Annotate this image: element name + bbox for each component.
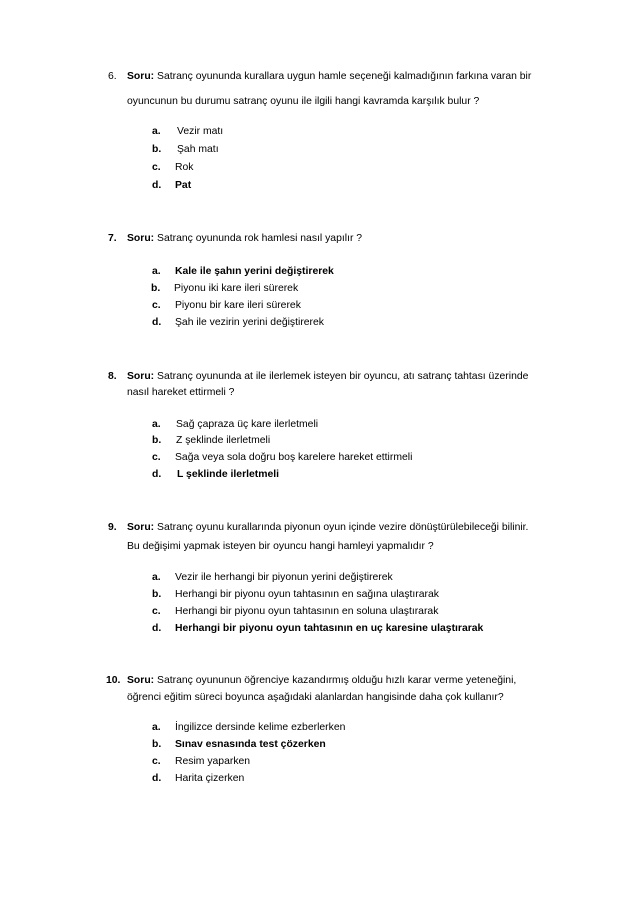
option-text: Piyonu bir kare ileri sürerek (175, 300, 301, 311)
question-8-line-1 (127, 370, 528, 383)
option-letter: a. (152, 722, 161, 733)
question-9-option-a (152, 571, 393, 584)
option-letter: b. (152, 144, 162, 155)
soru-label: Soru: (127, 71, 155, 82)
option-letter: d. (152, 773, 162, 784)
option-text: Pat (175, 180, 192, 191)
option-text: Vezir matı (177, 126, 224, 137)
option-text: Rok (175, 162, 194, 173)
question-7-option-b (151, 282, 298, 295)
soru-label: Soru: (127, 233, 155, 244)
question-8-number: 8. (108, 371, 117, 382)
question-10-line-1 (127, 674, 516, 687)
option-text: Resim yaparken (175, 756, 251, 767)
question-6-option-d (152, 179, 191, 192)
option-text: Şah matı (177, 144, 219, 155)
question-6-line-1 (127, 70, 531, 83)
option-text: Vezir ile herhangi bir piyonun yerini değiştirerek (175, 572, 393, 583)
question-7-option-a (152, 265, 334, 278)
question-7-line-1 (127, 232, 362, 245)
question-8-line-2: nasıl hareket ettirmeli ? (127, 387, 235, 398)
option-letter: a. (152, 266, 161, 277)
question-9-number: 9. (108, 522, 117, 533)
option-letter: d. (152, 623, 162, 634)
question-10-option-a (152, 721, 345, 734)
question-10-line-2: öğrenci eğitim süreci boyunca aşağıdaki alanlardan hangisinde daha çok kullanır? (127, 692, 504, 703)
option-letter: c. (152, 452, 161, 463)
question-8-option-c (152, 451, 412, 464)
question-6-line-2: oyuncunun bu durumu satranç oyunu ile ilgili hangi kavramda karşılık bulur ? (127, 96, 480, 107)
question-text: Satranç oyununun öğrenciye kazandırmış olduğu hızlı karar verme yeteneğini, (157, 675, 517, 686)
question-6-number: 6. (108, 71, 117, 82)
option-text: Herhangi bir piyonu oyun tahtasının en uç karesine ulaştırarak (175, 623, 484, 634)
question-10-option-b (152, 738, 326, 751)
question-6-option-c (152, 161, 193, 174)
question-10-number: 10. (106, 675, 121, 686)
option-letter: b. (152, 435, 162, 446)
option-text: Piyonu iki kare ileri sürerek (174, 283, 299, 294)
question-10-option-c (152, 755, 250, 768)
option-text: L şeklinde ilerletmeli (177, 469, 280, 480)
option-text: Kale ile şahın yerini değiştirerek (175, 266, 334, 277)
option-text: Herhangi bir piyonu oyun tahtasının en sağına ulaştırarak (175, 589, 439, 600)
question-7-number: 7. (108, 233, 117, 244)
question-8-option-d (152, 468, 279, 481)
question-text: Satranç oyununda rok hamlesi nasıl yapılır ? (157, 233, 363, 244)
question-7-option-d (152, 316, 324, 329)
question-9-option-c (152, 605, 438, 618)
option-letter: a. (152, 419, 161, 430)
question-9-option-b (152, 588, 439, 601)
option-letter: c. (152, 162, 161, 173)
option-letter: a. (152, 572, 161, 583)
option-letter: c. (152, 606, 161, 617)
question-9-option-d (152, 622, 483, 635)
option-letter: d. (152, 469, 162, 480)
option-letter: d. (152, 180, 162, 191)
question-9-line-1 (127, 521, 528, 534)
question-7-option-c (152, 299, 301, 312)
option-text: İngilizce dersinde kelime ezberlerken (175, 722, 346, 733)
option-letter: c. (152, 300, 161, 311)
soru-label: Soru: (127, 371, 155, 382)
question-6-option-a (152, 125, 223, 138)
option-letter: b. (151, 283, 161, 294)
question-8-option-b (152, 434, 270, 447)
question-8-option-a (152, 418, 318, 431)
option-text: Z şeklinde ilerletmeli (176, 435, 271, 446)
soru-label: Soru: (127, 522, 155, 533)
option-text: Sağ çapraza üç kare ilerletmeli (176, 419, 319, 430)
question-text: Satranç oyununda kurallara uygun hamle seçeneği kalmadığının farkına varan bir (157, 71, 532, 82)
option-letter: d. (152, 317, 162, 328)
question-6-option-b (152, 143, 219, 156)
option-letter: b. (152, 739, 162, 750)
question-text: Satranç oyununda at ile ilerlemek isteyen bir oyuncu, atı satranç tahtası üzerinde (157, 371, 529, 382)
question-text: Satranç oyunu kurallarında piyonun oyun içinde vezire dönüştürülebileceği bilinir. (157, 522, 529, 533)
question-10-option-d (152, 772, 244, 785)
soru-label: Soru: (127, 675, 155, 686)
option-text: Şah ile vezirin yerini değiştirerek (175, 317, 324, 328)
option-letter: a. (152, 126, 161, 137)
option-text: Herhangi bir piyonu oyun tahtasının en soluna ulaştırarak (175, 606, 439, 617)
option-text: Sağa veya sola doğru boş karelere hareket ettirmeli (175, 452, 413, 463)
option-text: Sınav esnasında test çözerken (175, 739, 326, 750)
option-letter: b. (152, 589, 162, 600)
option-letter: c. (152, 756, 161, 767)
option-text: Harita çizerken (175, 773, 245, 784)
question-9-line-2: Bu değişimi yapmak isteyen bir oyuncu hangi hamleyi yapmalıdır ? (127, 541, 434, 552)
